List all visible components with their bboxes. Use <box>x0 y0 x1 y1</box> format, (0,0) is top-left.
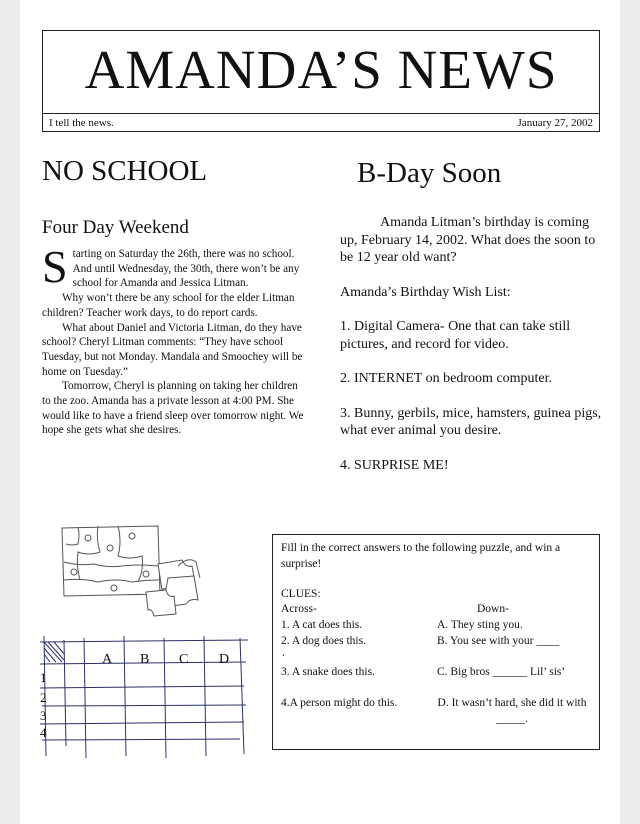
grid-column-label: A <box>102 652 113 667</box>
article-paragraph: Starting on Saturday the 26th, there was no school. And until Wednesday, the 30th, there won’t be any school for Amanda and Jessica Litman. <box>42 241 300 292</box>
masthead-date: January 27, 2002 <box>517 117 593 129</box>
down-clue: A. They sting you. <box>437 619 523 631</box>
wish-list-item: 3. Bunny, gerbils, mice, hamsters, guinea pigs, what ever animal you desire. <box>340 405 602 438</box>
puzzle-instructions: Fill in the correct answers to the following puzzle, and win a surprise! <box>281 542 561 570</box>
across-clue: 1. A cat does this. <box>281 619 363 631</box>
newsletter-page <box>20 0 620 824</box>
newsletter-title: AMANDA’S NEWS <box>84 39 558 100</box>
stray-mark: . <box>282 647 285 659</box>
article-paragraph: Tomorrow, Cheryl is planning on taking her children to the zoo. Amanda has a private lesson at 4:00 PM. She would like to have a friend sleep over tomorrow night. We hope she gets what she desires. <box>42 380 304 437</box>
wish-list-item: 1. Digital Camera- One that can take still pictures, and record for video. <box>340 319 571 352</box>
grid-row-label: 2 <box>40 690 47 705</box>
puzzle-box <box>272 534 600 750</box>
wish-list-title: Amanda’s Birthday Wish List: <box>340 284 511 300</box>
down-label: Down- <box>477 603 509 615</box>
grid-row-label: 3 <box>40 708 47 723</box>
wish-list-item: 4. SURPRISE ME! <box>340 457 449 473</box>
grid-row-label: 1 <box>40 670 47 685</box>
down-clue: C. Big bros ______ Lil’ sis’ <box>437 666 566 678</box>
across-clue: 4.A person might do this. <box>281 697 398 709</box>
grid-column-label: D <box>219 652 230 667</box>
article-paragraph: What about Daniel and Victoria Litman, do they have school? Cheryl Litman comments: “They have school Tuesday, but not Monday. Mandala and Smoochey will be home on Tuesday.” <box>42 321 303 378</box>
grid-column-label: B <box>140 652 150 667</box>
masthead-motto: I tell the news. <box>49 117 114 129</box>
grid-column-label: C <box>179 652 189 667</box>
clues-label: CLUES: <box>281 588 321 600</box>
left-article <box>42 241 304 438</box>
article-paragraph: Why won’t there be any school for the elder Litman children? Teacher work days, to do report cards. <box>42 292 295 319</box>
grid-row-label: 4 <box>40 725 47 740</box>
masthead-rule <box>43 113 599 114</box>
across-label: Across- <box>281 603 317 615</box>
down-clue: D. It wasn’t hard, she did it with _____. <box>437 697 587 725</box>
masthead <box>42 30 600 132</box>
birthday-intro: Amanda Litman’s birthday is coming up, February 14, 2002. What does the soon to be 12 year old want? <box>340 215 596 265</box>
right-headline: B-Day Soon <box>357 157 502 189</box>
drop-cap: S <box>42 241 68 292</box>
across-clue: 3. A snake does this. <box>281 666 375 678</box>
left-subhead: Four Day Weekend <box>42 217 189 238</box>
across-clue: 2. A dog does this. <box>281 635 366 647</box>
left-headline: NO SCHOOL <box>42 155 208 187</box>
right-article <box>340 214 602 491</box>
jigsaw-puzzle-icon <box>58 522 208 622</box>
down-clue: B. You see with your ____ <box>437 635 560 647</box>
wish-list-item: 2. INTERNET on bedroom computer. <box>340 371 553 386</box>
